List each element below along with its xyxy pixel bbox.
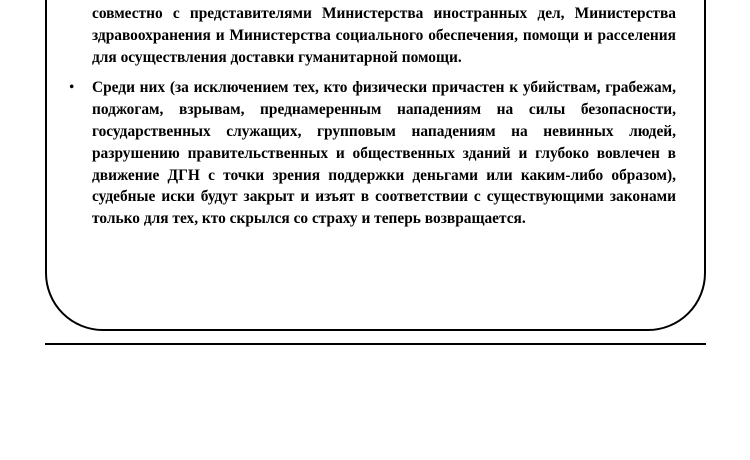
document-text-block (69, 3, 676, 239)
bullet-marker: • (69, 79, 75, 97)
continued-paragraph: совместно с представителями Министерства иностранных дел, Министерства здравоохранения и Министерства социального обеспечения, помощи и расселения для осуществления доставки гуманитарной помощи. (92, 5, 676, 66)
horizontal-rule (45, 343, 706, 345)
bullet-item (69, 77, 676, 230)
bullet-text: Среди них (за исключением тех, кто физически причастен к убийствам, грабежам, поджогам, взрывам, преднамеренным нападениям на силы безопасности, государственных служащих, групповым нападениям на невинных людей, разрушению правительственных и общественных зданий и глубоко вовлечен в движение ДГН с точки зрения поддержки деньгами или каким-либо образом), судебные иски будут закрыт и изъят в соответствии с существующими законами только для тех, кто скрылся со страху и теперь возвращается. (92, 79, 676, 228)
